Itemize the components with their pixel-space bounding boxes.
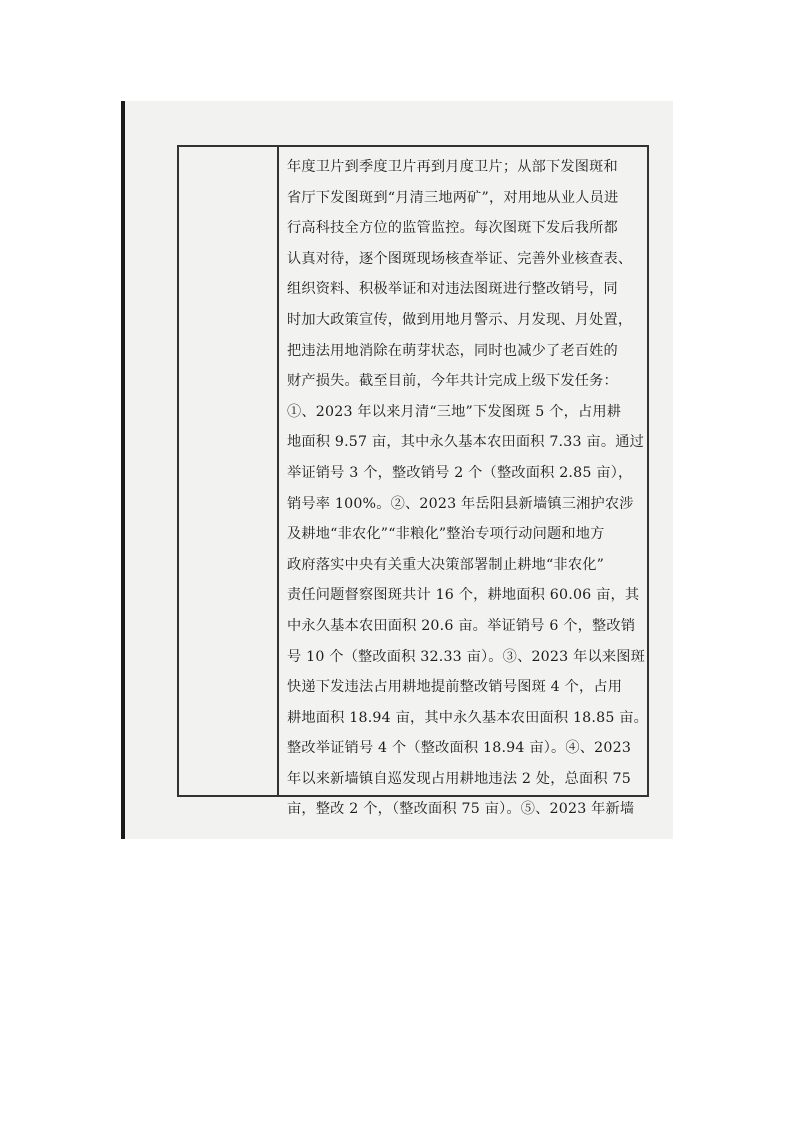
photo-edge-shadow xyxy=(121,101,125,839)
text-line: 行高科技全方位的监管监控。每次图斑下发后我所都 xyxy=(287,220,618,237)
text-line: 中永久基本农田面积 20.6 亩。举证销号 6 个，整改销 xyxy=(287,617,636,634)
text-line: 财产损失。截至目前，今年共计完成上级下发任务： xyxy=(287,373,618,390)
text-line: 责任问题督察图斑共计 16 个，耕地面积 60.06 亩，其 xyxy=(287,587,640,604)
text-line: 亩，整改 2 个，（整改面积 75 亩）。⑤、2023 年新墙 xyxy=(287,801,635,818)
text-cell xyxy=(279,147,651,825)
text-line: 快递下发违法占用耕地提前整改销号图斑 4 个，占用 xyxy=(287,679,623,696)
document-photo xyxy=(121,101,673,839)
text-line: 销号率 100%。②、2023 年岳阳县新墙镇三湘护农涉 xyxy=(287,495,634,512)
text-line: 把违法用地消除在萌芽状态，同时也减少了老百姓的 xyxy=(287,342,618,359)
text-line: 认真对待，逐个图斑现场核查举证、完善外业核查表、 xyxy=(287,250,633,267)
text-line: 省厅下发图斑到“月清三地两矿”，对用地从业人员进 xyxy=(287,189,619,206)
text-line: 及耕地“非农化”“非粮化”整治专项行动问题和地方 xyxy=(287,526,605,543)
text-line: 整改举证销号 4 个（整改面积 18.94 亩）。④、2023 xyxy=(287,740,632,757)
text-line: 地面积 9.57 亩，其中永久基本农田面积 7.33 亩。通过 xyxy=(287,434,644,451)
text-line: 号 10 个（整改面积 32.33 亩）。③、2023 年以来图斑 xyxy=(287,648,646,665)
table-frame xyxy=(177,145,649,818)
text-line: 年以来新墙镇自巡发现占用耕地违法 2 处，总面积 75 xyxy=(287,770,631,787)
text-line: 举证销号 3 个，整改销号 2 个（整改面积 2.85 亩）， xyxy=(287,464,633,481)
text-line: 组织资料、积极举证和对违法图斑进行整改销号，同 xyxy=(287,281,618,298)
text-line: 耕地面积 18.94 亩，其中永久基本农田面积 18.85 亩。 xyxy=(287,709,649,726)
text-line: 政府落实中央有关重大决策部署制止耕地“非农化” xyxy=(287,556,605,573)
text-line: ①、2023 年以来月清“三地”下发图斑 5 个，占用耕 xyxy=(287,403,622,420)
text-line: 年度卫片到季度卫片再到月度卫片；从部下发图斑和 xyxy=(287,159,618,175)
text-line: 时加大政策宣传，做到用地月警示、月发现、月处置， xyxy=(287,311,633,328)
